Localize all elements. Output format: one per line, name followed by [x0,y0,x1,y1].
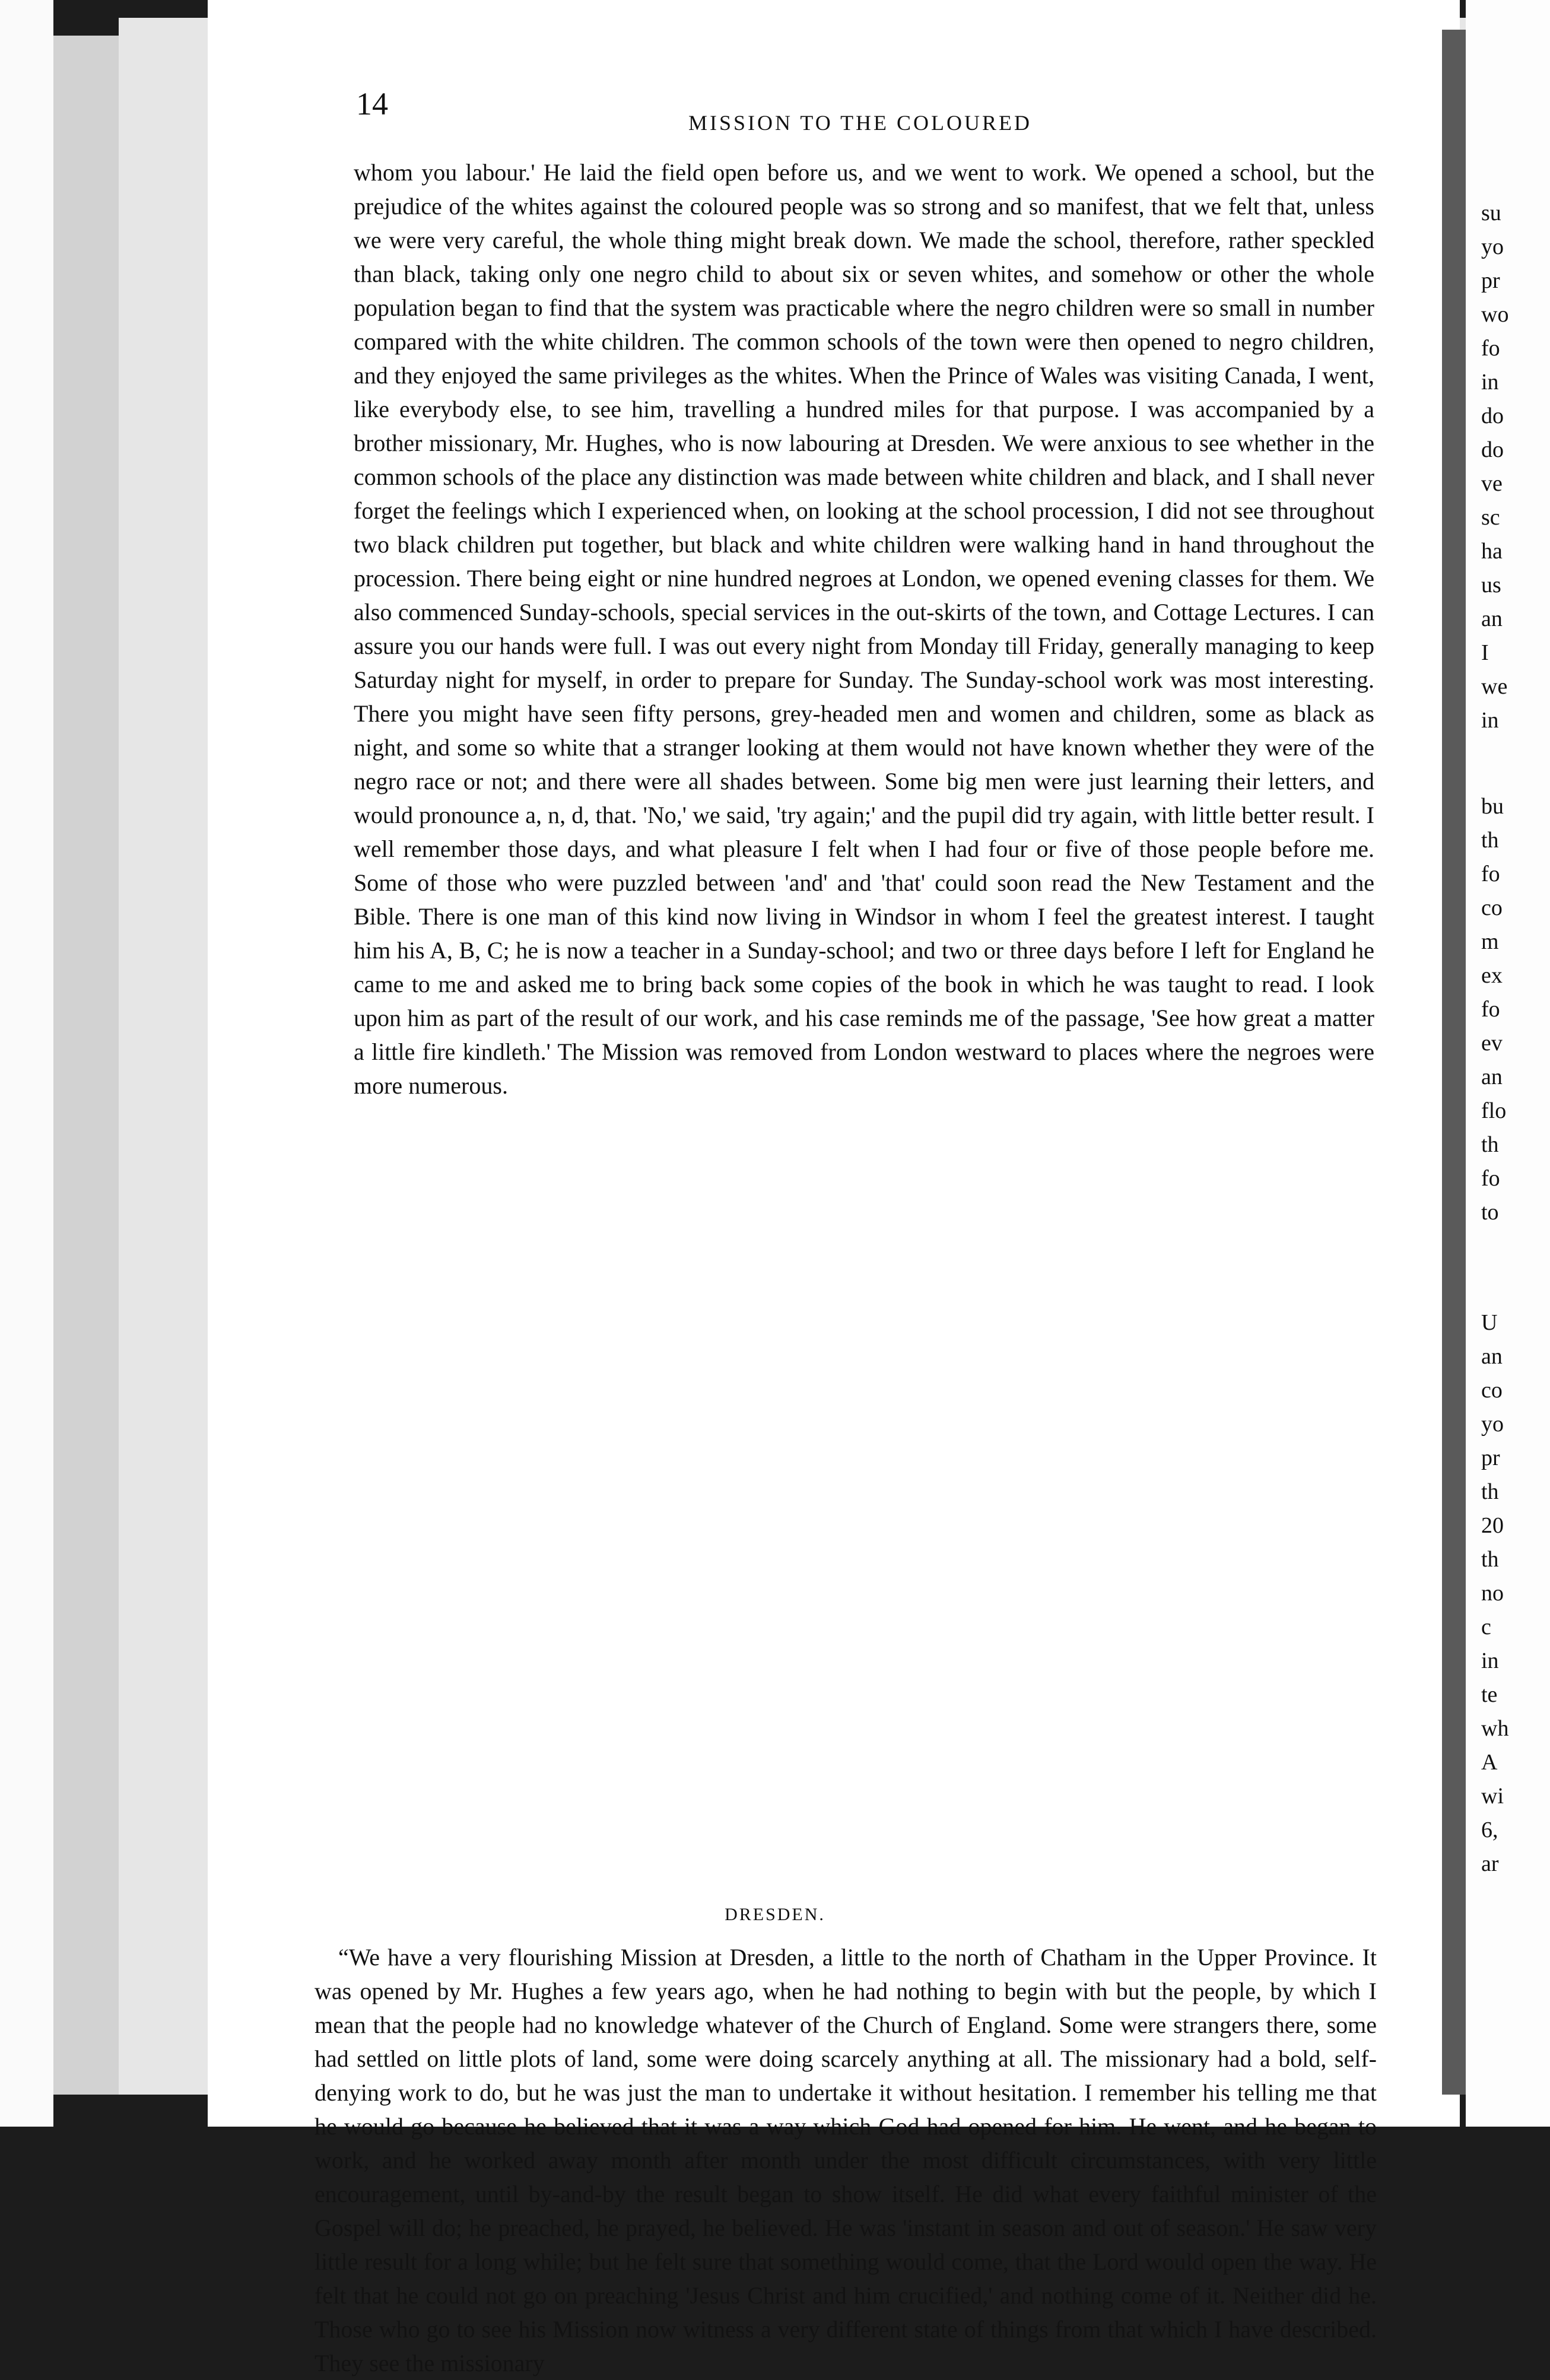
scan-background [0,0,53,2127]
facing-page-fragment: to [1481,1200,1499,1225]
facing-page-fragment: flo [1481,1098,1507,1123]
facing-page-fragment: th [1481,828,1499,853]
facing-page-fragment: wo [1481,302,1509,327]
facing-page-fragment: th [1481,1547,1499,1572]
facing-page-fragment: pr [1481,1445,1500,1470]
body-text [354,155,1374,1102]
facing-page-fragment: ex [1481,963,1503,988]
facing-page-fragment: su [1481,201,1501,225]
facing-page-fragment: yo [1481,1412,1504,1437]
facing-page-fragment: A [1481,1750,1498,1775]
facing-page-fragment: fo [1481,862,1500,886]
facing-page-fragment: in [1481,1648,1499,1673]
facing-page-fragment: c [1481,1615,1491,1639]
facing-page-fragment: th [1481,1132,1499,1157]
facing-page-fragment: pr [1481,268,1500,293]
facing-page-fragment: do [1481,437,1504,462]
facing-page-fragment: co [1481,895,1503,920]
facing-page-fragment: do [1481,403,1504,428]
facing-page-fragment: ha [1481,539,1503,564]
facing-page-fragment: 20 [1481,1513,1504,1538]
facing-page-fragment: no [1481,1581,1504,1606]
facing-page-fragment: an [1481,606,1503,631]
facing-page-fragment: 6, [1481,1817,1498,1842]
facing-page-fragment: in [1481,708,1499,733]
facing-page-fragment: yo [1481,234,1504,259]
facing-page-fragment: m [1481,929,1499,954]
paragraph-2: “We have a very flourishing Mission at Dresden, a little to the north of Chatham in the Upper Province. It was opened by Mr. Hughes a few years ago, when he had nothing to begin with but the people, by which I mean that the people had no knowledge whatever of the Church of England. Some were strangers there, some had settled on little plots of land, some were doing scarcely anything at all. The missionary had a bold, self-denying work to do, but he was just the man to undertake it without hesitation. I remember his telling me that he would go because he believed that it was a way which God had opened for him. He went, and he began to work, and he worked away month after month under the most difficult circumstances, with very little encouragement, until by-and-by the result began to show itself. He did what every faithful minister of the Gospel will do; he preached, he prayed, he believed. He was 'instant in season and out of season.' He saw very little result for a long while; but he felt sure that something would come, that the Lord would open the way. He felt that he could not go on preaching 'Jesus Christ and him crucified,' and nothing come of it. Neither did he. Those who go to see his Mission now witness a very different state of things from that which I have described. They see the missionary [315,1944,1377,2376]
facing-page-fragment: fo [1481,336,1500,361]
facing-page-fragment: sc [1481,505,1500,530]
facing-page-fragment: wh [1481,1716,1509,1741]
body-text-dresden [315,1940,1377,2380]
facing-page-fragment: te [1481,1682,1498,1707]
facing-page-fragment: an [1481,1065,1503,1089]
running-head: MISSION TO THE COLOURED [688,111,1033,135]
facing-page-fragment: ve [1481,471,1503,496]
facing-page-fragment: fo [1481,1166,1500,1191]
facing-page-fragment: us [1481,573,1501,598]
facing-page-fragment: co [1481,1378,1503,1403]
facing-page [1466,0,1550,2127]
facing-page-fragment: ar [1481,1851,1499,1876]
facing-page-fragment: bu [1481,794,1504,819]
facing-page-fragment: U [1481,1310,1498,1335]
facing-page-fragment: I [1481,640,1489,665]
gutter-shadow [1442,30,1466,2095]
page-number: 14 [356,86,388,122]
facing-page-fragment: th [1481,1479,1499,1504]
facing-page-fragment: wi [1481,1784,1504,1809]
facing-page-fragment: we [1481,674,1508,699]
facing-page-fragment: ev [1481,1031,1503,1056]
facing-page-fragment: fo [1481,997,1500,1022]
paragraph-1: whom you labour.' He laid the field open before us, and we went to work. We opened a school, but the prejudice of the whites against the coloured people was so strong and so manifest, that we felt that, unless we were very careful, the whole thing might break down. We made the school, therefore, rather speckled than black, taking only one negro child to about six or seven whites, and somehow or other the whole population began to find that the system was practicable where the negro children were so small in number compared with the white children. The common schools of the town were then opened to negro children, and they enjoyed the same privileges as the whites. When the Prince of Wales was visiting Canada, I went, like everybody else, to see him, travelling a hundred miles for that purpose. I was accompanied by a brother missionary, Mr. Hughes, who is now labouring at Dresden. We were anxious to see whether in the common schools of the place any distinction was made between white children and black, and I shall never forget the feelings which I experienced when, on looking at the school procession, I did not see throughout two black children put together, but black and white children were walking hand in hand throughout the procession. There being eight or nine hundred negroes at London, we opened evening classes for them. We also commenced Sunday-schools, special services in the out-skirts of the town, and Cottage Lectures. I can assure you our hands were full. I was out every night from Monday till Friday, generally managing to keep Saturday night for myself, in order to prepare for Sunday. The Sunday-school work was most interesting. There you might have seen fifty persons, grey-headed men and women and children, some as black as night, and some so white that a stranger looking at them would not have known whether they were of the negro race or not; and there were all shades between. Some big men were just learning their letters, and would pronounce a, n, d, that. 'No,' we said, 'try again;' and the pupil did try again, with little better result. I well remember those days, and what pleasure I felt when I had four or five of those people before me. Some of those who were puzzled between 'and' and 'that' could soon read the New Testament and the Bible. There is one man of this kind now living in Windsor in whom I feel the greatest interest. I taught him his A, B, C; he is now a teacher in a Sunday-school; and two or three days before I left for England he came to me and asked me to bring back some copies of the book in which he was taught to read. I look upon him as part of the result of our work, and his case reminds me of the passage, 'See how great a matter a little fire kindleth.' The Mission was removed from London westward to places where the negroes were more numerous. [354,159,1374,1099]
facing-page-fragment: in [1481,370,1499,395]
facing-page-fragment: an [1481,1344,1503,1369]
section-heading: DRESDEN. [725,1905,825,1924]
